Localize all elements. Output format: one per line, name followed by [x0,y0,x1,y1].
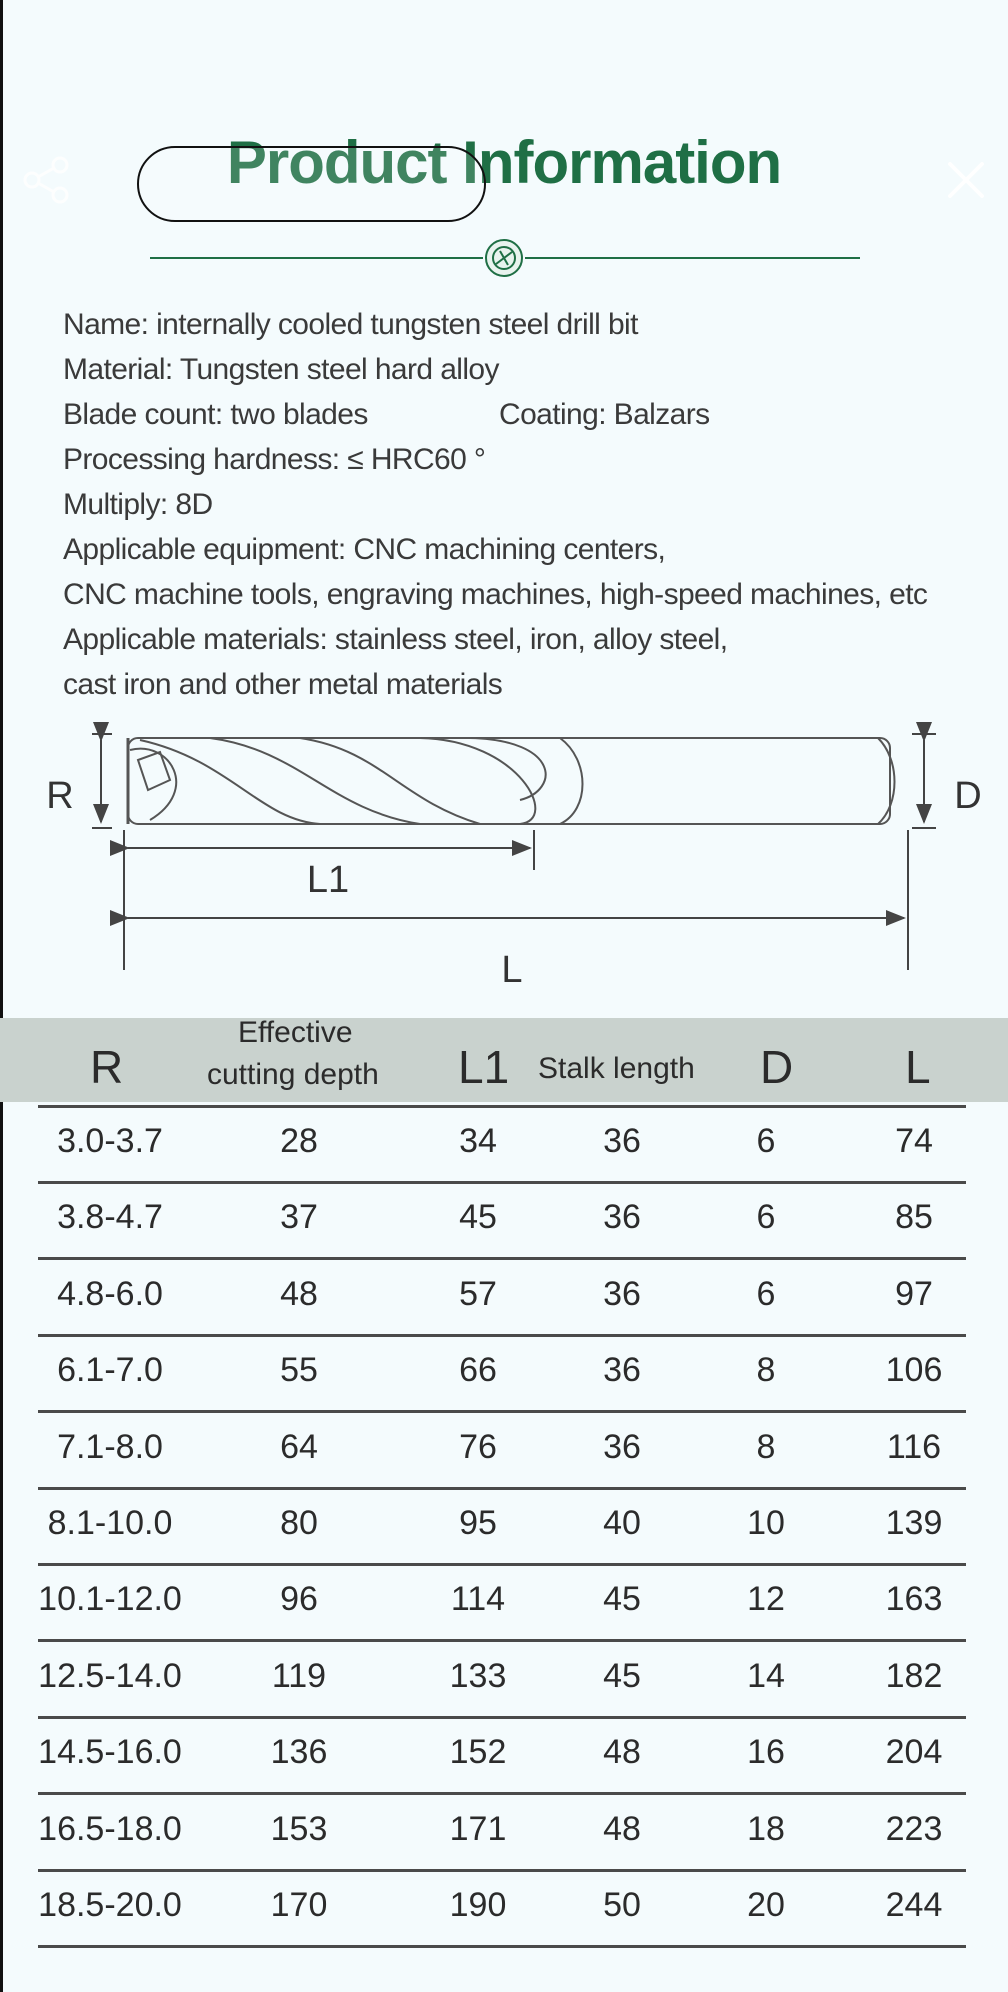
table-cell: 40 [603,1504,641,1542]
header-d: D [760,1041,794,1093]
table-cell: 8.1-10.0 [47,1504,173,1542]
table-cell: 20 [747,1886,785,1924]
table-cell: 116 [886,1427,942,1466]
table-cell: 45 [603,1580,641,1619]
table-cell: 106 [885,1351,943,1390]
table-cell: 64 [280,1427,318,1466]
table-cell: 18 [747,1809,785,1848]
drill-emblem-icon [486,240,522,276]
table-cell: 6 [756,1274,776,1313]
header-effective: Effective [238,1016,353,1049]
table-cell: 3.8-4.7 [57,1198,163,1237]
dimension-lines [92,734,936,970]
drill-dimension-diagram [0,720,1008,1000]
table-cell: 204 [885,1733,943,1772]
table-cell: 119 [271,1656,327,1695]
info-material: Material: Tungsten steel hard alloy [63,353,499,386]
info-multiply: Multiply: 8D [63,488,213,521]
table-cell: 45 [459,1198,497,1237]
table-row [38,1261,966,1337]
share-icon[interactable] [18,152,74,208]
table-cell: 182 [885,1656,943,1695]
header-l: L [905,1041,931,1093]
table-cell: 223 [885,1809,943,1848]
label-d: D [954,775,982,817]
header-cutting-depth: cutting depth [207,1058,379,1091]
table-cell: 95 [459,1504,497,1542]
table-cell: 4.8-6.0 [57,1274,163,1313]
table-cell: 48 [280,1274,318,1313]
table-cell: 171 [449,1809,507,1848]
table-cell: 10 [747,1504,785,1542]
table-cell: 76 [459,1427,497,1466]
header-l1: L1 [458,1041,510,1093]
table-cell: 190 [449,1886,507,1924]
table-cell: 10.1-12.0 [38,1580,182,1619]
info-equipment-1: Applicable equipment: CNC machining centers, [63,533,666,566]
table-row [38,1643,966,1719]
table-row [38,1872,966,1948]
table-cell: 34 [459,1122,497,1160]
table-cell: 96 [280,1580,318,1619]
row-divider [38,1945,966,1948]
table-cell: 152 [449,1733,507,1772]
info-blade-coating-row [63,392,927,437]
info-equipment-2: CNC machine tools, engraving machines, high-speed machines, etc [63,578,928,611]
info-name: Name: internally cooled tungsten steel drill bit [63,308,638,341]
table-cell: 37 [280,1198,318,1237]
table-row [38,1108,966,1184]
table-row [38,1490,966,1566]
table-row [38,1337,966,1413]
table-cell: 36 [603,1122,641,1160]
table-cell: 8 [756,1351,776,1390]
table-cell: 16 [747,1733,785,1772]
table-cell: 244 [885,1886,943,1924]
table-cell: 114 [450,1580,506,1619]
close-icon[interactable] [944,158,988,202]
table-cell: 133 [449,1656,507,1695]
label-l: L [501,949,523,991]
table-cell: 6.1-7.0 [57,1351,163,1390]
table-cell: 36 [603,1274,641,1313]
table-cell: 48 [603,1733,641,1772]
info-hardness: Processing hardness: ≤ HRC60 ° [63,443,486,476]
table-cell: 80 [280,1504,318,1542]
product-info [63,302,927,707]
table-cell: 36 [603,1427,641,1466]
table-cell: 18.5-20.0 [38,1886,182,1924]
table-row [38,1719,966,1795]
label-r: R [46,775,74,817]
info-materials-1: Applicable materials: stainless steel, iron, alloy steel, [63,623,728,656]
table-row [38,1414,966,1490]
drill-bit-drawing [128,738,895,824]
table-cell: 139 [885,1504,943,1542]
table-cell: 136 [270,1733,328,1772]
table-row [38,1796,966,1872]
table-cell: 14.5-16.0 [38,1733,182,1772]
table-row [38,1566,966,1642]
info-coating: Coating: Balzars [499,398,710,431]
caption-pill[interactable] [137,146,486,222]
info-materials-2: cast iron and other metal materials [63,668,503,701]
table-cell: 12.5-14.0 [38,1656,182,1695]
table-cell: 36 [603,1351,641,1390]
table-cell: 14 [747,1656,785,1695]
header-stalk-length: Stalk length [538,1052,695,1085]
title-divider [0,238,1008,278]
table-cell: 6 [756,1198,776,1237]
table-cell: 85 [895,1198,933,1237]
table-cell: 55 [280,1351,318,1390]
table-cell: 7.1-8.0 [57,1427,163,1466]
table-cell: 48 [603,1809,641,1848]
table-cell: 36 [603,1198,641,1237]
table-cell: 170 [270,1886,328,1924]
table-cell: 153 [270,1809,328,1848]
info-blade-count: Blade count: two blades [63,398,368,431]
table-cell: 50 [603,1886,641,1924]
table-cell: 3.0-3.7 [57,1122,163,1160]
table-cell: 12 [747,1580,785,1619]
header-r: R [90,1041,124,1093]
label-l1: L1 [306,859,350,901]
table-cell: 8 [756,1427,776,1466]
table-cell: 45 [603,1656,641,1695]
table-cell: 28 [280,1122,318,1160]
table-cell: 57 [459,1274,497,1313]
table-cell: 97 [895,1274,933,1313]
page-title: Product Information [226,129,782,196]
table-cell: 74 [895,1122,933,1160]
table-cell: 16.5-18.0 [38,1809,182,1848]
table-cell: 66 [459,1351,497,1390]
table-cell: 163 [885,1580,943,1619]
table-row [38,1184,966,1260]
table-cell: 6 [756,1122,776,1160]
